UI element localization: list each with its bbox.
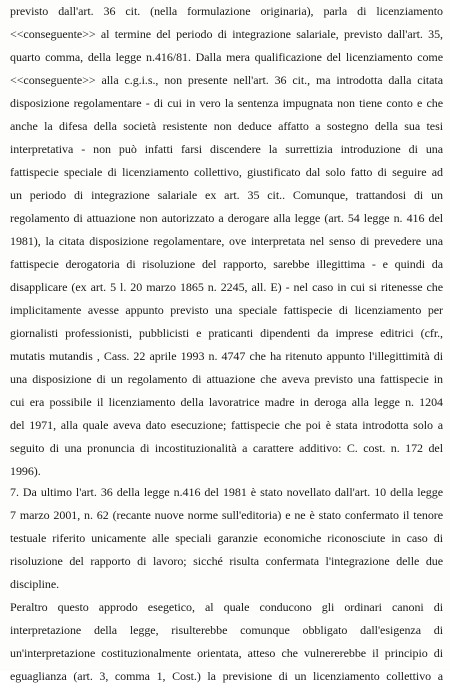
text-line: risoluzione del rapporto di lavoro; sicché risulta confermata l'integrazione delle due <box>10 554 443 568</box>
text-line: <<conseguente>> al termine del periodo di integrazione salariale, previsto dall'art. 35, <box>10 27 443 41</box>
text-line: testuale riferito unicamente alle speciali garanzie economiche riconosciute in caso di <box>10 531 443 545</box>
text-line: seguito di una pronuncia di incostituzionalità a carattere additivo: C. cost. n. 172 del <box>10 441 443 455</box>
text-line: disposizione regolamentare - di cui in vero la sentenza impugnata non tiene conto e che <box>10 96 443 110</box>
text-line: fattispecie speciale di licenziamento collettivo, giustificato dal solo fatto di seguire ad <box>10 165 443 179</box>
text-line: anche la difesa della società resistente non deduce affatto a sostegno della sua tesi <box>10 119 443 133</box>
text-line: mutatis mutandis , Cass. 22 aprile 1993 n. 4747 che ha ritenuto appunto l'illegittimità di <box>10 349 443 363</box>
text-line: disapplicare (ex art. 5 l. 20 marzo 1865 n. 2245, all. E) - nel caso in cui si ritenesse che <box>10 280 443 294</box>
text-line: quarto comma, della legge n.416/81. Dalla mera qualificazione del licenziamento come <box>10 50 443 64</box>
text-line: discipline. <box>10 577 60 591</box>
text-line: fattispecie derogatoria di risoluzione del rapporto, sarebbe illegittima - e quindi da <box>10 257 443 271</box>
paragraph-continuation <box>10 0 443 483</box>
text-line: un'interpretazione costituzionalmente orientata, atteso che vulnererebbe il principio di <box>10 646 443 660</box>
text-line: <<conseguente>> alla c.g.i.s., non presente nell'art. 36 cit., ma introdotta dalla citata <box>10 73 443 87</box>
text-line: regolamento di attuazione non autorizzato a derogare alla legge (art. 54 legge n. 416 del <box>10 211 443 225</box>
text-line: un periodo di integrazione salariale ex art. 35 cit.. Comunque, trattandosi di un <box>10 188 443 202</box>
text-line: giornalisti professionisti, pubblicisti e praticanti dipendenti da imprese editrici (cfr., <box>10 326 443 340</box>
text-line: previsto dall'art. 36 cit. (nella formulazione originaria), parla di licenziamento <box>10 4 443 18</box>
text-line: cui era possibile il licenziamento della lavoratrice madre in deroga alla legge n. 1204 <box>10 395 443 409</box>
text-line: implicitamente avesse appunto previsto una speciale fattispecie di licenziamento per <box>10 303 443 317</box>
text-line: Peraltro questo approdo esegetico, al quale conducono gli ordinari canoni di <box>10 600 443 614</box>
text-line: 1996). <box>10 464 41 478</box>
text-line: eguaglianza (art. 3, comma 1, Cost.) la previsione di un licenziamento collettivo a <box>10 669 443 683</box>
text-line: interpretazione della legge, risulterebbe comunque obbligato dall'esigenza di <box>10 623 443 637</box>
text-line: 1981), la citata disposizione regolamentare, ove interpretata nel senso di prevedere una <box>10 234 443 248</box>
text-line: una disposizione di un regolamento di attuazione che aveva previsto una fattispecie in <box>10 372 443 386</box>
text-line: del 1971, alla quale aveva dato esecuzione; fattispecie che poi è stata introdotta solo a <box>10 418 443 432</box>
text-line: 7. Da ultimo l'art. 36 della legge n.416 del 1981 è stato novellato dall'art. 10 della legge <box>10 485 443 499</box>
text-line: interpretativa - non può infatti farsi discendere la surrettizia introduzione di una <box>10 142 443 156</box>
paragraph-7 <box>10 481 443 688</box>
text-line: 7 marzo 2001, n. 62 (recante nuove norme sull'editoria) e ne è stato confermato il tenore <box>10 508 443 522</box>
